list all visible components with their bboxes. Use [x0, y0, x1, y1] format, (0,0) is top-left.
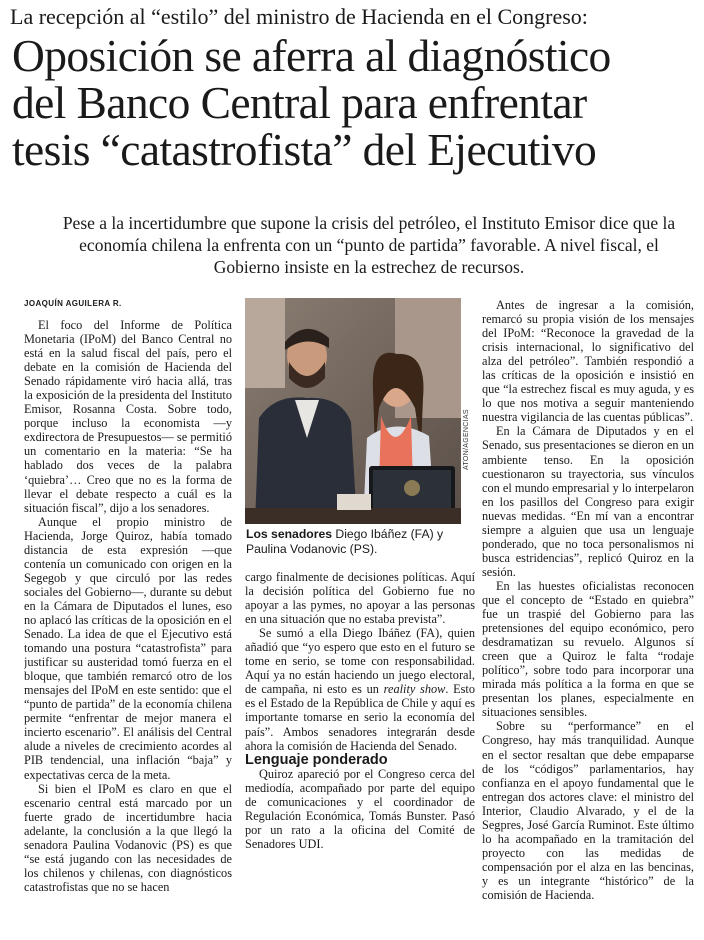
paragraph: Antes de ingresar a la comisión, remarcó su propia visión de los mensajes del IPoM: “Reconoce la gravedad de la crisis internacional, lo significativo del alza del petróleo”. También respondió a las críticas de la oposición e insistió en que “la estrechez fiscal es muy aguda, y es lo que nos motiva a seguir manteniendo nuestra vigilancia de las cuentas públicas”.: [482, 298, 694, 425]
headline-line-2: del Banco Central para enfrentar: [12, 77, 587, 128]
subhead: Lenguaje ponderado: [245, 751, 388, 768]
headline-line-1: Oposición se aferra al diagnóstico: [12, 30, 611, 81]
news-photo: [245, 298, 461, 524]
paragraph: cargo finalmente de decisiones políticas. Aquí la decisión política del Gobierno fue no apoyar a las pymes, no apoyar a las personas en una situación que no estaba prevista”.: [245, 570, 475, 627]
kicker: La recepción al “estilo” del ministro de Hacienda en el Congreso:: [10, 4, 588, 29]
text-run: Se sumó a ella Diego Ibáñez (FA), quien añadió que “yo espero que esto en el futuro se tome en serio, se tome con responsabilidad. Aquí ya no están haciendo un juego electoral, de campaña, ni esto es un: [245, 626, 475, 697]
paragraph: El foco del Informe de Política Monetaria (IPoM) del Banco Central no está en la salud fiscal del país, pero el debate en la comisión de Hacienda del Senado rápidamente viró hacia allá, tras la exposición de la presidenta del Instituto Emisor, Rosanna Costa. Sobre todo, porque incluso la economista —y exdirectora de Presupuestos— se permitió un comentario en la materia: “Se ha hablado dos veces de la palabra ‘quiebra’… Creo que no es la forma de llevar el debate respecto a cuál es la situación fiscal”, dijo a los senadores.: [24, 318, 232, 515]
italic-text: reality show: [383, 682, 446, 697]
paragraph: Si bien el IPoM es claro en que el escenario central está marcado por un fuerte grado de incertidumbre hacia adelante, la conclusión a la que llegó la senadora Paulina Vodanovic (PS) es que “se está jugando con las necesidades de los chilenos y chilenas, con diagnósticos catastrofistas que no se hacen: [24, 781, 232, 894]
paragraph: En la Cámara de Diputados y en el Senado, sus presentaciones se dieron en un ambiente tenso. En la oposición cuestionaron su trayectoria, sus vínculos con el mundo empresarial y lo interpelaron en los pasillos del Congreso para exigir nuevas medidas. “En mí van a encontrar siempre a alguien que usa un lenguaje ponderado, que no toca personalismos ni busca estridencias”, replicó Quiroz en la sesión.: [482, 424, 694, 579]
paragraph: Sobre su “performance” en el Congreso, hay más tranquilidad. Aunque en el sector resaltan que debe empaparse de los “códigos” parlamentarios, hay confianza en el apoyo fundamental que le entregan dos actores clave: el ministro del Interior, Claudio Alvarado, y el de la Segpres, José García Ruminot. Este último lo ha acompañado en la tramitación del proyecto con las medidas de compensación por el alza en las bencinas, y es un integrante “histórico” de la comisión de Hacienda.: [482, 719, 694, 902]
caption-text: Diego Ibáñez (FA) y Paulina Vodanovic (PS).: [246, 527, 444, 556]
column-3: [482, 298, 694, 938]
byline: JOAQUÍN AGUILERA R.: [24, 299, 122, 308]
caption-bold: Los senadores: [246, 527, 333, 541]
photo-illustration: [245, 298, 461, 524]
headline: [12, 32, 702, 173]
photo-credit: ATON/AGENCIAS: [463, 409, 470, 470]
lede: Pese a la incertidumbre que supone la crisis del petróleo, el Instituto Emisor dice que la economía chilena la enfrenta con un “punto de partida” favorable. A nivel fiscal, el Gobierno insiste en la estrechez de recursos.: [62, 213, 676, 277]
headline-line-3: tesis “catastrofista” del Ejecutivo: [12, 124, 597, 175]
column-2: [245, 570, 475, 938]
column-1: [24, 318, 232, 938]
text-run: . Esto es el Estado de la República de Chile y aquí es importante tomarse en serio la economía del país”. Ambos senadores integrarán desde ahora la comisión de Hacienda del Senado.: [245, 682, 475, 753]
paragraph: En las huestes oficialistas reconocen que el concepto de “Estado en quiebra” fue un traspié del Gobierno para las pretensiones del equipo económico, pero desdramatizan su revuelo. Algunos sí creen que a Quiroz le falta “rodaje político”, sobre todo para incorporar una mirada más política a la forma en que se presentan los planes, especialmente en situaciones sensibles.: [482, 578, 694, 720]
paragraph: [245, 626, 475, 752]
paragraph: Aunque el propio ministro de Hacienda, Jorge Quiroz, había tomado distancia de esta expresión —que contenía un comunicado con origen en la Segegob y que circuló por las redes sociales del Gobierno—, durante su debut en la Cámara de Diputados el lunes, eso no aplacó las críticas de la oposición en el Senado. La idea de que el Ejecutivo está tomando una postura “catastrofista” para justificar su austeridad tomó fuerza en el bloque, que también remarcó otro de los mensajes del IPoM en este sentido: que el “punto de partida” de la economía chilena permite “enfrentar de mejor manera el incierto escenario”. El análisis del Central alude a niveles de crecimiento acordes al PIB tendencial, una inflación “baja” y expectativas cerca de la meta.: [24, 514, 232, 782]
photo-caption: [246, 527, 468, 557]
paragraph: Quiroz apareció por el Congreso cerca del mediodía, acompañado por parte del equipo de comunicaciones y el coordinador de Regulación Económica, Tomás Bunster. Pasó por un rato a la oficina del Comité de Senadores UDI.: [245, 766, 475, 851]
